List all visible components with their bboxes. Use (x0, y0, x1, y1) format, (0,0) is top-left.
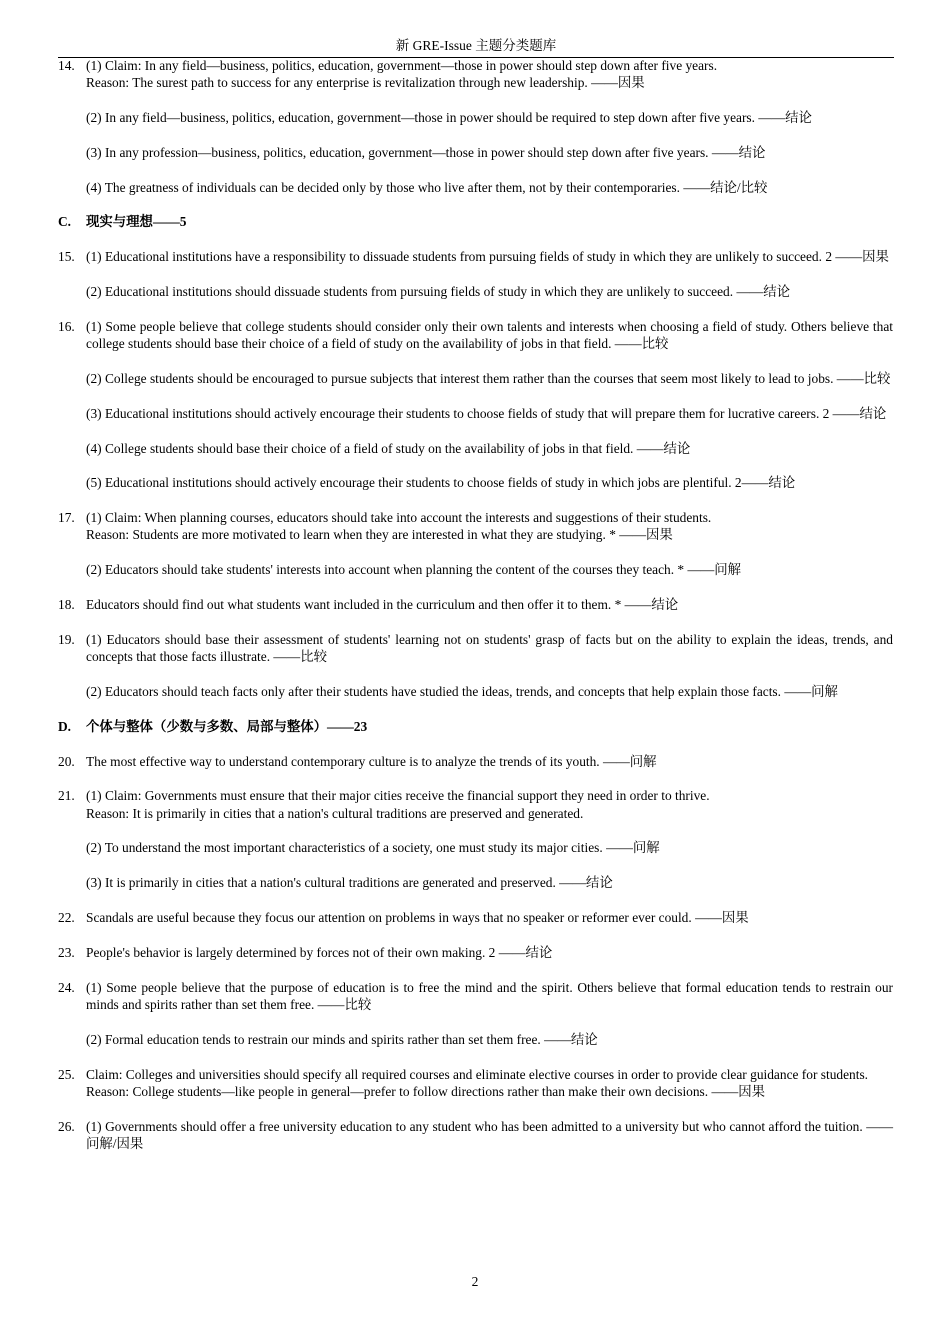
question-prompt (86, 596, 893, 613)
question-item (58, 631, 893, 700)
prompt-line: (1) Claim: In any field—business, politics, education, government—those in power should step down after five years. (86, 58, 718, 73)
question-number: 26. (58, 1118, 75, 1134)
question-number: 20. (58, 753, 75, 769)
question-list (58, 57, 893, 1152)
question-item (58, 248, 893, 300)
prompt-line: (2) Educators should take students' interests into account when planning the content of the courses they teach. * ——问解 (86, 562, 742, 578)
question-item (58, 318, 893, 492)
prompt-line: (1) Educators should base their assessment of students' learning not on students' grasp of facts but on the ability to explain the ideas, trends, and concepts that those facts illustrate. ——比较 (86, 631, 893, 665)
section-title: 现实与理想——5 (86, 214, 187, 230)
question-prompt (86, 509, 893, 544)
question-item (58, 909, 893, 926)
question-number: 19. (58, 631, 75, 647)
question-prompt (86, 1031, 893, 1048)
question-prompt (86, 979, 893, 1014)
question-item (58, 509, 893, 578)
section-title: 个体与整体（少数与多数、局部与整体）——23 (86, 718, 368, 734)
prompt-line: (2) Educational institutions should dissuade students from pursuing fields of study in which they are unlikely to succeed. ——结论 (86, 284, 791, 300)
question-item (58, 1066, 893, 1101)
prompt-line: Claim: Colleges and universities should specify all required courses and eliminate elective courses in order to provide clear guidance for students. (86, 1066, 868, 1082)
page-header (58, 37, 894, 58)
page-number: 2 (471, 1274, 479, 1289)
question-prompt (86, 874, 893, 891)
question-number: 25. (58, 1066, 75, 1082)
question-item (58, 1118, 893, 1153)
prompt-line: (5) Educational institutions should actively encourage their students to choose fields of study in which jobs are plentiful. 2——结论 (86, 475, 796, 491)
question-number: 15. (58, 249, 75, 265)
question-number: 24. (58, 979, 75, 995)
prompt-line: (1) Educational institutions have a responsibility to dissuade students from pursuing fields of study in which they are unlikely to succeed. 2 ——因果 (86, 249, 889, 265)
prompt-line: (3) It is primarily in cities that a nation's cultural traditions are generated and preserved. ——结论 (86, 875, 613, 891)
section-letter: D. (58, 718, 72, 734)
question-number: 23. (58, 944, 75, 960)
question-item (58, 944, 893, 961)
question-prompt (86, 1118, 893, 1153)
question-number: 16. (58, 318, 75, 334)
prompt-line: (4) The greatness of individuals can be decided only by those who live after them, not by their contemporaries. ——结论/比较 (86, 179, 768, 195)
question-prompt (86, 839, 893, 856)
question-prompt (86, 474, 893, 491)
question-item (58, 57, 893, 196)
question-number: 18. (58, 597, 75, 613)
prompt-line: (2) Formal education tends to restrain our minds and spirits rather than set them free. ——结论 (86, 1031, 598, 1047)
question-prompt (86, 179, 893, 196)
question-number: 21. (58, 788, 75, 804)
section-letter: C. (58, 214, 72, 230)
question-prompt (86, 944, 893, 961)
question-number: 14. (58, 58, 75, 73)
question-item (58, 753, 893, 770)
prompt-line: (1) Claim: When planning courses, educators should take into account the interests and suggestions of their students. (86, 510, 712, 526)
question-item (58, 596, 893, 613)
question-prompt (86, 683, 893, 700)
question-prompt (86, 405, 893, 422)
prompt-line: (2) Educators should teach facts only after their students have studied the ideas, trends, and concepts that help explain those facts. ——问解 (86, 683, 838, 699)
prompt-line: People's behavior is largely determined by forces not of their own making. 2 ——结论 (86, 944, 553, 960)
question-prompt (86, 440, 893, 457)
prompt-line: (2) In any field—business, politics, education, government—those in power should be required to step down after five years. ——结论 (86, 110, 812, 126)
prompt-line: (3) In any profession—business, politics, education, government—those in power should step down after five years. ——结论 (86, 144, 766, 160)
question-prompt (86, 283, 893, 300)
question-prompt (86, 561, 893, 578)
question-prompt (86, 631, 893, 666)
question-number: 22. (58, 910, 75, 926)
section-heading (58, 213, 893, 230)
prompt-line: (2) College students should be encouraged to pursue subjects that interest them rather than the courses that seem most likely to lead to jobs. ——比较 (86, 370, 891, 386)
prompt-line: The most effective way to understand contemporary culture is to analyze the trends of its youth. ——问解 (86, 753, 657, 769)
prompt-line: Scandals are useful because they focus our attention on problems in ways that no speaker or reformer ever could. ——因果 (86, 910, 749, 926)
question-prompt (86, 57, 893, 92)
prompt-line: (3) Educational institutions should actively encourage their students to choose fields of study that will prepare them for lucrative careers. 2 ——结论 (86, 405, 887, 421)
question-prompt (86, 144, 893, 161)
question-prompt (86, 787, 893, 822)
prompt-line: Reason: Students are more motivated to learn when they are interested in what they are studying. * ——因果 (86, 527, 673, 543)
prompt-line: (2) To understand the most important characteristics of a society, one must study its major cities. ——问解 (86, 840, 660, 856)
question-prompt (86, 248, 893, 265)
prompt-line: (1) Some people believe that the purpose of education is to free the mind and the spirit. Others believe that formal education tends to restrain our minds and spirits rather than set them free. ——比较 (86, 979, 893, 1012)
prompt-line: (4) College students should base their choice of a field of study on the availability of jobs in that field. ——结论 (86, 440, 691, 456)
question-number: 17. (58, 510, 75, 526)
header-title: 新 GRE-Issue 主题分类题库 (395, 38, 557, 53)
question-prompt (86, 909, 893, 926)
prompt-line: Reason: The surest path to success for any enterprise is revitalization through new leadership. ——因果 (86, 75, 645, 91)
prompt-line: Reason: College students—like people in general—prefer to follow directions rather than make their own decisions. ——因果 (86, 1083, 766, 1099)
prompt-line: (1) Claim: Governments must ensure that their major cities receive the financial support they need in order to thrive. (86, 788, 710, 804)
question-prompt (86, 109, 893, 126)
question-prompt (86, 370, 893, 387)
prompt-line: Reason: It is primarily in cities that a nation's cultural traditions are preserved and generated. (86, 805, 584, 821)
question-prompt (86, 753, 893, 770)
section-heading (58, 718, 893, 735)
question-prompt (86, 1066, 893, 1101)
question-item (58, 979, 893, 1048)
question-prompt (86, 318, 893, 353)
prompt-line: Educators should find out what students want included in the curriculum and then offer it to them. * ——结论 (86, 597, 679, 613)
prompt-line: (1) Governments should offer a free university education to any student who has been admitted to a university but who cannot afford the tuition. ——问解/因果 (86, 1118, 893, 1151)
prompt-line: (1) Some people believe that college students should consider only their own talents and interests when choosing a field of study. Others believe that college students should base their choice of a field of study on the availability of jobs in that field. ——比较 (86, 318, 893, 352)
question-item (58, 787, 893, 891)
page-footer (0, 1274, 950, 1290)
